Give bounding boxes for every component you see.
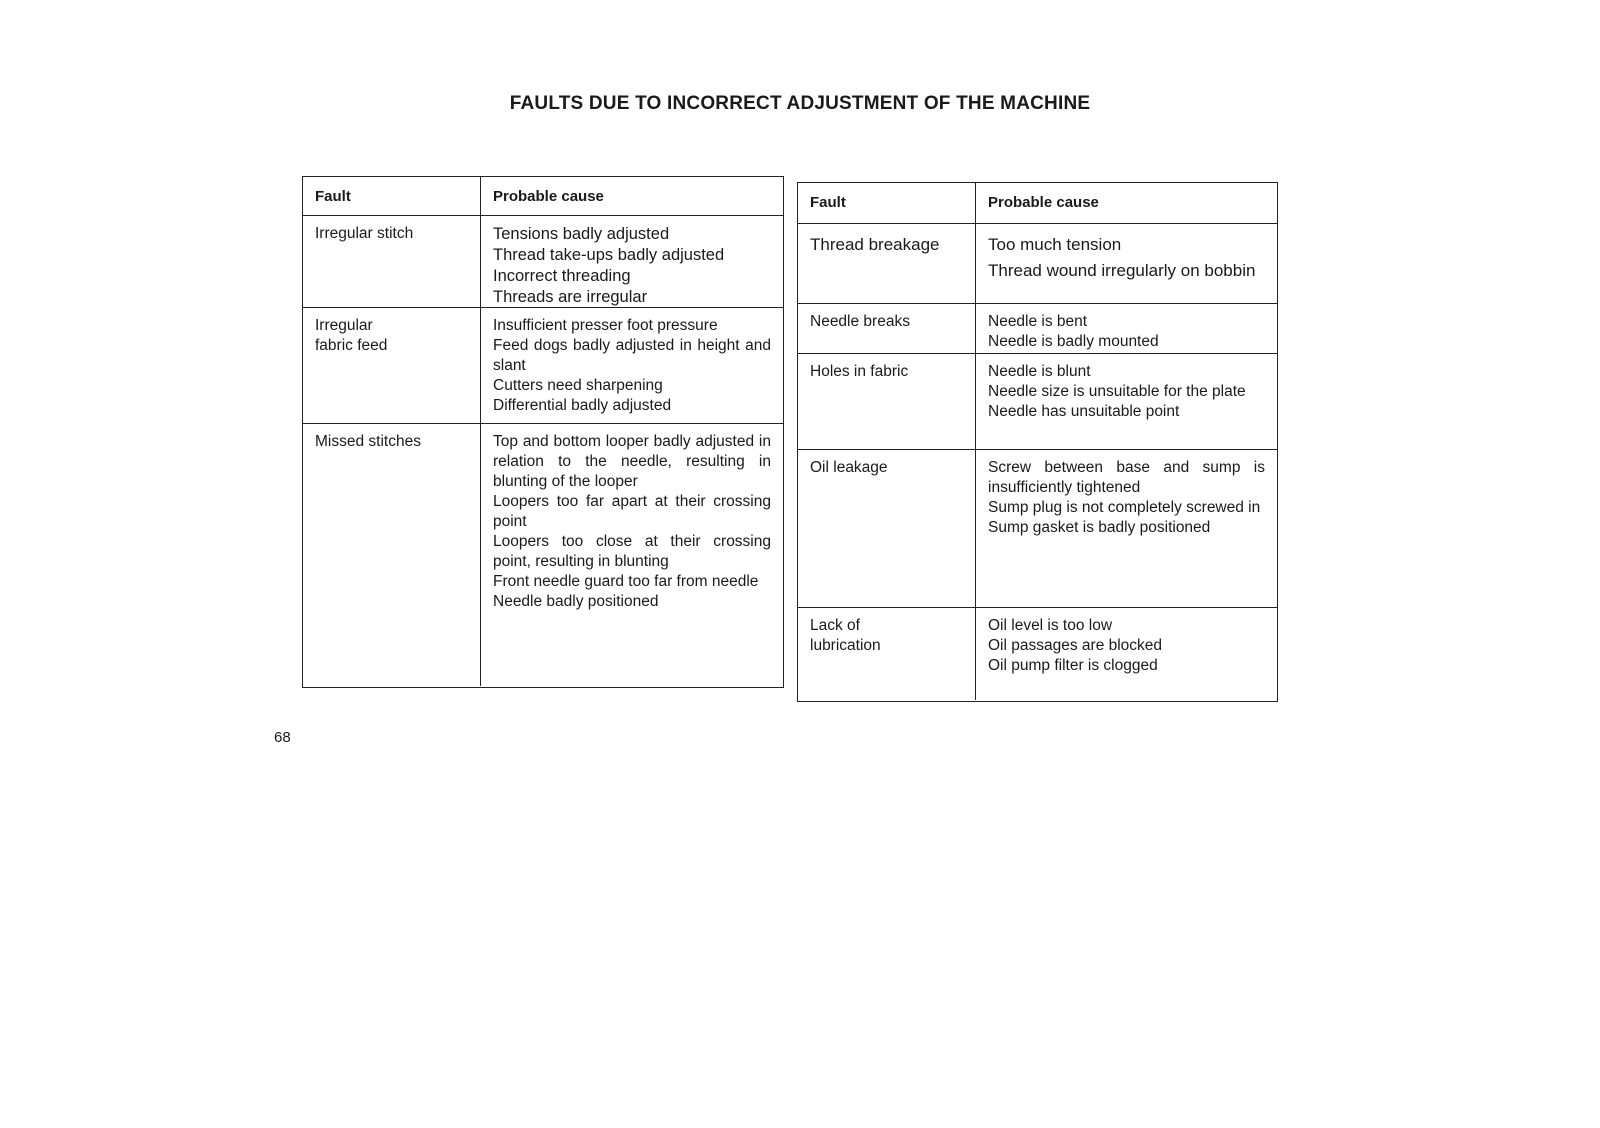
fault-label: Needle breaks [810,313,910,330]
cause-cell [976,224,1277,303]
cause-item: Loopers too close at their crossing point, resulting in blunting [493,533,771,570]
table-row [798,449,1277,607]
cause-item: Oil pump filter is clogged [988,657,1158,674]
cause-item: Sump gasket is badly positioned [988,519,1211,536]
table-row [303,215,783,307]
cause-item: Oil level is too low [988,617,1113,634]
page-number: 68 [274,729,291,746]
fault-label: Holes in fabric [810,363,909,380]
cause-item: Insufficient presser foot pressure [493,317,718,334]
cause-cell [481,308,783,423]
table-row [798,607,1277,700]
cause-item: Thread take-ups badly adjusted [493,246,725,264]
table-row [798,353,1277,449]
fault-label: lubrication [810,637,881,654]
cause-item: Needle size is unsuitable for the plate [988,383,1246,400]
cause-item: Needle is blunt [988,363,1091,380]
cause-item: Differential badly adjusted [493,397,672,414]
cause-item: Top and bottom looper badly adjusted in relation to the needle, resulting in blunting of the looper [493,433,771,490]
cause-item: Screw between base and sump is insufficiently tightened [988,459,1265,496]
fault-cell [798,304,976,353]
cause-item: Needle is bent [988,313,1088,330]
table-row [303,423,783,686]
cause-cell [976,304,1277,353]
cause-item: Feed dogs badly adjusted in height and slant [493,337,771,374]
cause-item: Incorrect threading [493,267,631,285]
cause-item: Needle is badly mounted [988,333,1159,350]
fault-cell [798,608,976,700]
cause-item: Cutters need sharpening [493,377,663,394]
cause-item: Too much tension [988,235,1122,254]
fault-table-left [302,176,784,688]
table-row [798,223,1277,303]
cause-cell [976,608,1277,700]
fault-cell [303,308,481,423]
header-probable-cause: Probable cause [493,188,604,205]
cause-cell [481,216,783,307]
fault-cell [798,450,976,607]
cause-cell [481,424,783,686]
fault-cell [798,224,976,303]
cause-item: Front needle guard too far from needle [493,573,759,590]
cause-item: Tensions badly adjusted [493,225,670,243]
fault-label: Irregular stitch [315,225,414,242]
cause-item: Loopers too far apart at their crossing point [493,493,771,530]
fault-label: Missed stitches [315,433,421,450]
fault-cell [303,424,481,686]
cause-item: Needle badly positioned [493,593,659,610]
cause-item: Threads are irregular [493,288,648,306]
fault-label: Lack of [810,617,860,634]
page-title: FAULTS DUE TO INCORRECT ADJUSTMENT OF THE MACHINE [509,93,1091,114]
fault-label: Thread breakage [810,235,940,254]
cause-item: Needle has unsuitable point [988,403,1180,420]
header-fault: Fault [303,177,481,215]
table-row [798,303,1277,353]
cause-item: Thread wound irregularly on bobbin [988,261,1256,280]
fault-table-right [797,182,1278,702]
table-header-row [303,177,783,215]
fault-label: Oil leakage [810,459,888,476]
cause-item: Oil passages are blocked [988,637,1163,654]
table-header-row [798,183,1277,223]
header-fault: Fault [798,183,976,223]
header-probable-cause: Probable cause [988,194,1099,211]
fault-label: Irregular [315,317,373,334]
cause-item: Sump plug is not completely screwed in [988,499,1261,516]
table-row [303,307,783,423]
cause-cell [976,450,1277,607]
fault-cell [798,354,976,449]
fault-label: fabric feed [315,337,388,354]
fault-cell [303,216,481,307]
cause-cell [976,354,1277,449]
